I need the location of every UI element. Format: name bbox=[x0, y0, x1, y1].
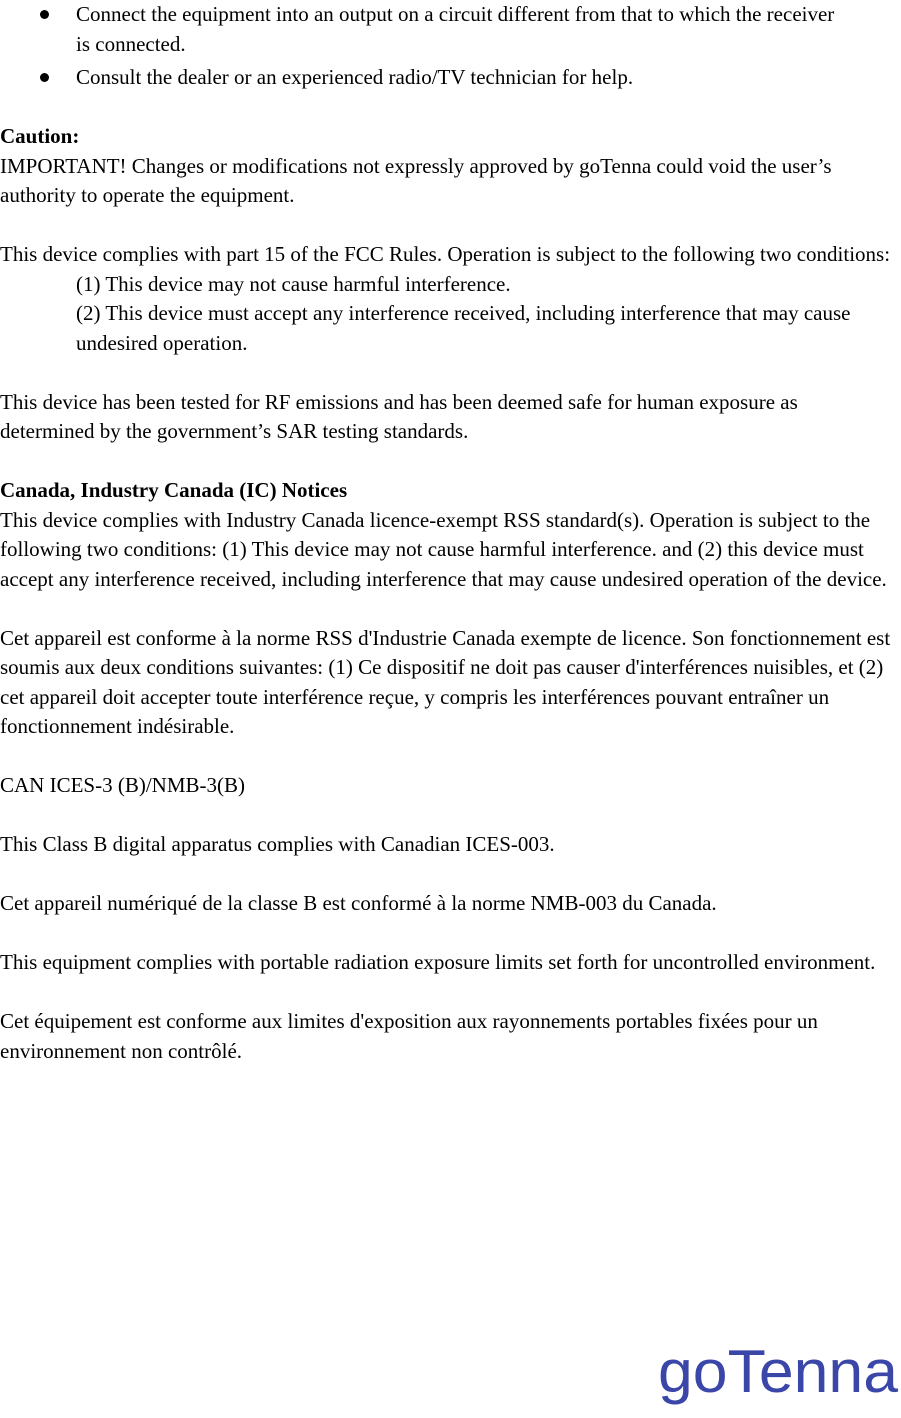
list-item bbox=[0, 0, 901, 59]
radiation-text: This equipment complies with portable radiation exposure limits set forth for uncontrolled environment. bbox=[0, 950, 876, 974]
canada-text: This device complies with Industry Canada licence-exempt RSS standard(s). Operation is subject to the following two conditions: (1) This device may not cause harmful interference. and (2) this device must accept any interference received, including interference that may cause undesired operation of the device. bbox=[0, 507, 887, 591]
canada-fr-section bbox=[0, 624, 901, 742]
bullet-text: Connect the equipment into an output on a circuit different from that to which the receiver is connected. bbox=[76, 2, 835, 56]
bullet-list bbox=[0, 0, 901, 93]
list-item bbox=[0, 63, 901, 93]
fcc-condition-1: (1) This device may not cause harmful interference. bbox=[76, 271, 511, 296]
canada-section bbox=[0, 476, 901, 594]
class-b-fr-text: Cet appareil numériqué de la classe B est conformé à la norme NMB-003 du Canada. bbox=[0, 891, 717, 915]
fcc-intro: This device complies with part 15 of the FCC Rules. Operation is subject to the following two conditions: bbox=[0, 242, 891, 266]
rf-text: This device has been tested for RF emissions and has been deemed safe for human exposure as determined by the government’s SAR testing standards. bbox=[0, 389, 798, 443]
ices-section bbox=[0, 771, 901, 801]
class-b-fr-section bbox=[0, 889, 901, 919]
caution-heading: Caution: bbox=[0, 124, 80, 148]
bullet-icon bbox=[40, 10, 49, 19]
canada-fr-text: Cet appareil est conforme à la norme RSS d'Industrie Canada exempte de licence. Son fonctionnement est soumis aux deux conditions suivantes: (1) Ce dispositif ne doit pas causer d'interférences nuisibles, et (2) cet appareil doit accepter toute interférence reçue, y compris les interférences pouvant entraîner un fonctionnement indésirable. bbox=[0, 625, 891, 738]
logo-text: goTenna bbox=[658, 1340, 899, 1405]
caution-text: IMPORTANT! Changes or modifications not expressly approved by goTenna could void the user’s authority to operate the equipment. bbox=[0, 153, 832, 207]
radiation-fr-text: Cet équipement est conforme aux limites d'exposition aux rayonnements portables fixées pour un environnement non contrôlé. bbox=[0, 1009, 818, 1063]
canada-heading: Canada, Industry Canada (IC) Notices bbox=[0, 478, 348, 502]
ices-label: CAN ICES-3 (B)/NMB-3(B) bbox=[0, 773, 245, 797]
bullet-icon bbox=[40, 73, 49, 82]
radiation-section bbox=[0, 948, 901, 978]
radiation-fr-section bbox=[0, 1007, 901, 1066]
bullet-text: Consult the dealer or an experienced radio/TV technician for help. bbox=[76, 65, 634, 89]
fcc-condition-2: (2) This device must accept any interference received, including interference that may cause undesired operation. bbox=[76, 301, 851, 355]
fcc-section bbox=[0, 240, 901, 358]
gotenna-logo bbox=[658, 1340, 900, 1414]
class-b-text: This Class B digital apparatus complies with Canadian ICES-003. bbox=[0, 832, 555, 856]
class-b-section bbox=[0, 830, 901, 860]
caution-section bbox=[0, 122, 901, 211]
rf-section bbox=[0, 388, 901, 447]
